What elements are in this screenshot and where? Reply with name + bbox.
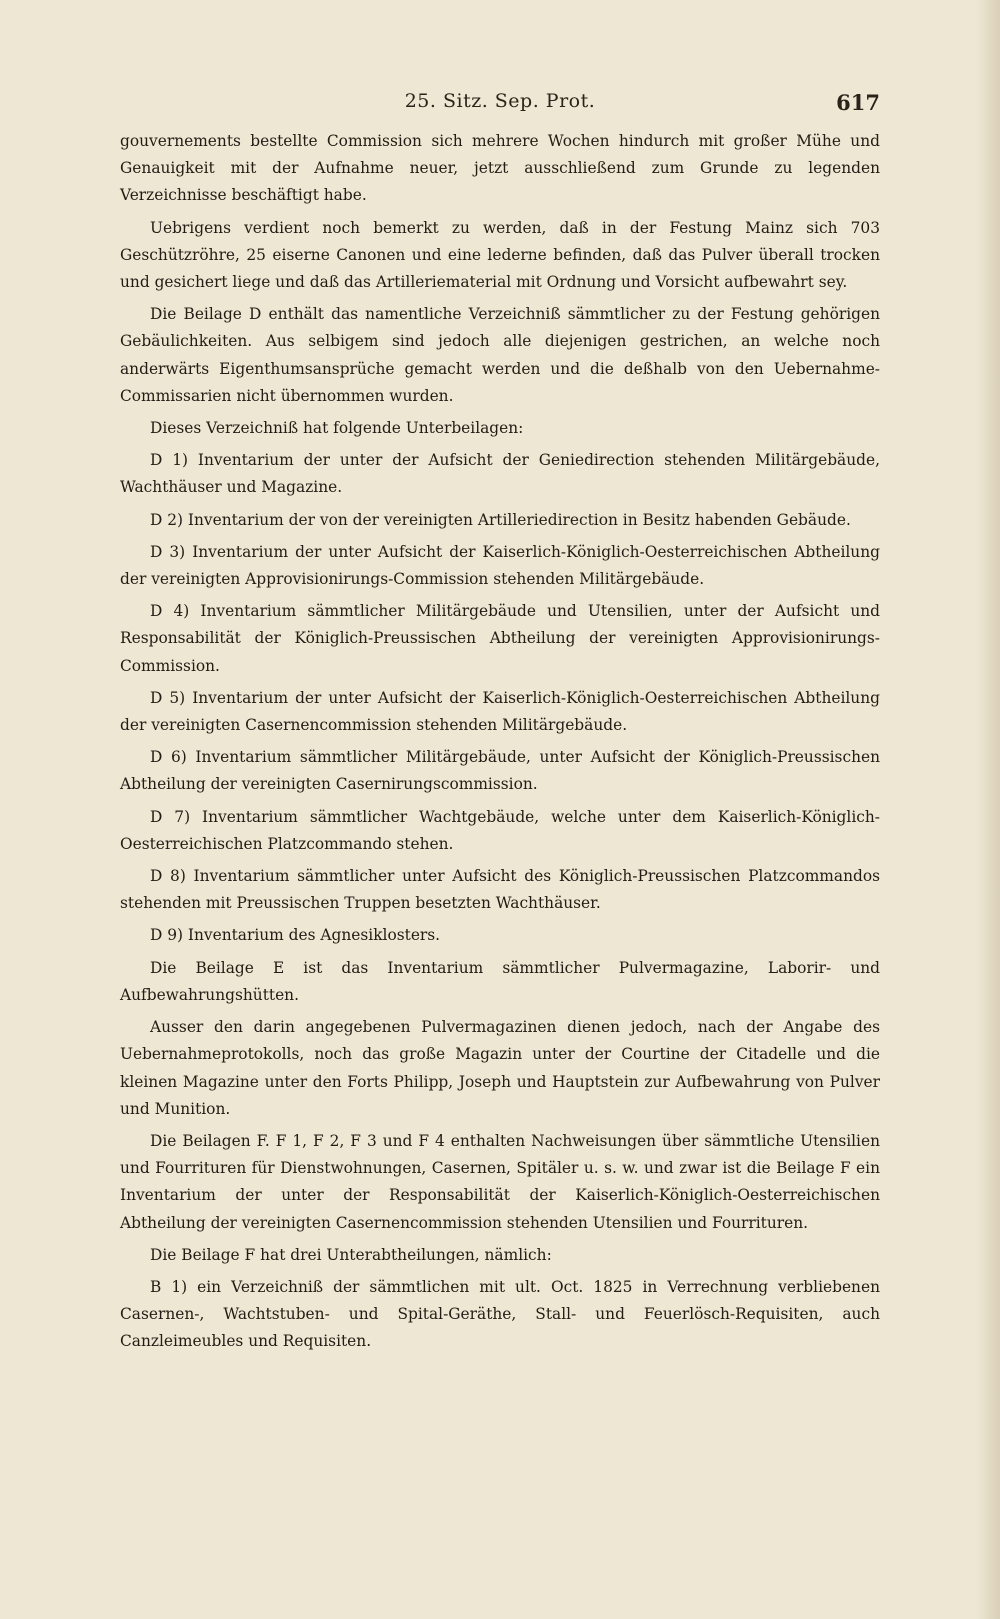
list-item: D 7) Inventarium sämmtlicher Wachtgebäude, welche unter dem Kaiserlich-Königlich-Oesterreichischen Platzcommando stehen.	[120, 807, 880, 853]
list-item: D 8) Inventarium sämmtlicher unter Aufsicht des Königlich-Preussischen Platzcommandos stehenden mit Preussischen Truppen besetzten Wachthäuser.	[120, 867, 880, 913]
list-item: D 5) Inventarium der unter Aufsicht der Kaiserlich-Königlich-Oesterreichischen Abtheilung der vereinigten Casernencommission stehenden Militärgebäude.	[120, 688, 880, 735]
list-item: D 6) Inventarium sämmtlicher Militärgebäude, unter Aufsicht der Königlich-Preussischen Abtheilung der vereinigten Casernirungscommission.	[120, 748, 880, 794]
paragraph: gouvernements bestellte Commission sich mehrere Wochen hindurch mit großer Mühe und Genauigkeit mit der Aufnahme neuer, jetzt ausschließend zum Grunde zu legenden Verzeichnisse beschäftigt habe.	[120, 132, 880, 205]
paragraph: Die Beilagen F. F 1, F 2, F 3 und F 4 enthalten Nachweisungen über sämmtliche Utensilien und Fourrituren für Dienstwohnungen, Casernen, Spitäler u. s. w. und zwar ist die Beilage F ein Inventarium der unter der Responsabilität der Kaiserlich-Königlich-Oesterreichischen Abtheilung der vereinigten Casernencommission stehenden Utensilien und Fourrituren.	[120, 1131, 880, 1232]
list-item: D 9) Inventarium des Agnesiklosters.	[150, 926, 441, 945]
paragraph: Dieses Verzeichniß hat folgende Unterbeilagen:	[150, 419, 524, 438]
paragraph: Die Beilage D enthält das namentliche Verzeichniß sämmtlicher zu der Festung gehörigen Gebäulichkeiten. Aus selbigem sind jedoch alle diejenigen gestrichen, an welche noch anderwärts Eigenthumsansprüche gemacht werden und die deßhalb von den Uebernahme-Commissarien nicht übernommen wurden.	[120, 305, 880, 405]
list-item: D 3) Inventarium der unter Aufsicht der Kaiserlich-Königlich-Oesterreichischen Abtheilung der vereinigten Approvisionirungs-Commission stehenden Militärgebäude.	[120, 542, 880, 589]
page-header	[120, 90, 880, 118]
list-item: B 1) ein Verzeichniß der sämmtlichen mit ult. Oct. 1825 in Verrechnung verbliebenen Casernen-, Wachtstuben- und Spital-Geräthe, Stall- und Feuerlösch-Requisiten, auch Canzleimeubles und Requisiten.	[120, 1277, 880, 1351]
list-item: D 4) Inventarium sämmtlicher Militärgebäude und Utensilien, unter der Aufsicht und Responsabilität der Königlich-Preussischen Abtheilung der vereinigten Approvisionirungs-Commission.	[120, 602, 880, 675]
paragraph: Die Beilage E ist das Inventarium sämmtlicher Pulvermagazine, Laborir- und Aufbewahrungshütten.	[120, 958, 880, 1004]
page-number: 617	[836, 90, 880, 115]
paragraph: Ausser den darin angegebenen Pulvermagazinen dienen jedoch, nach der Angabe des Uebernahmeprotokolls, noch das große Magazin unter der Courtine der Citadelle und die kleinen Magazine unter den Forts Philipp, Joseph und Hauptstein zur Aufbewahrung von Pulver und Munition.	[120, 1018, 880, 1118]
page-edge-shadow	[976, 0, 1000, 1619]
paragraph: Die Beilage F hat drei Unterabtheilungen, nämlich:	[150, 1245, 552, 1264]
running-head: 25. Sitz. Sep. Prot.	[404, 90, 596, 112]
paragraph: Uebrigens verdient noch bemerkt zu werden, daß in der Festung Mainz sich 703 Geschützröhre, 25 eiserne Canonen und eine lederne befinden, daß das Pulver überall trocken und gesichert liege und daß das Artilleriematerial mit Ordnung und Vorsicht aufbewahrt sey.	[120, 218, 880, 292]
body-text	[120, 128, 880, 1361]
list-item: D 1) Inventarium der unter der Aufsicht der Geniedirection stehenden Militärgebäude, Wachthäuser und Magazine.	[120, 451, 880, 497]
list-item: D 2) Inventarium der von der vereinigten Artilleriedirection in Besitz habenden Gebäude.	[150, 510, 851, 529]
